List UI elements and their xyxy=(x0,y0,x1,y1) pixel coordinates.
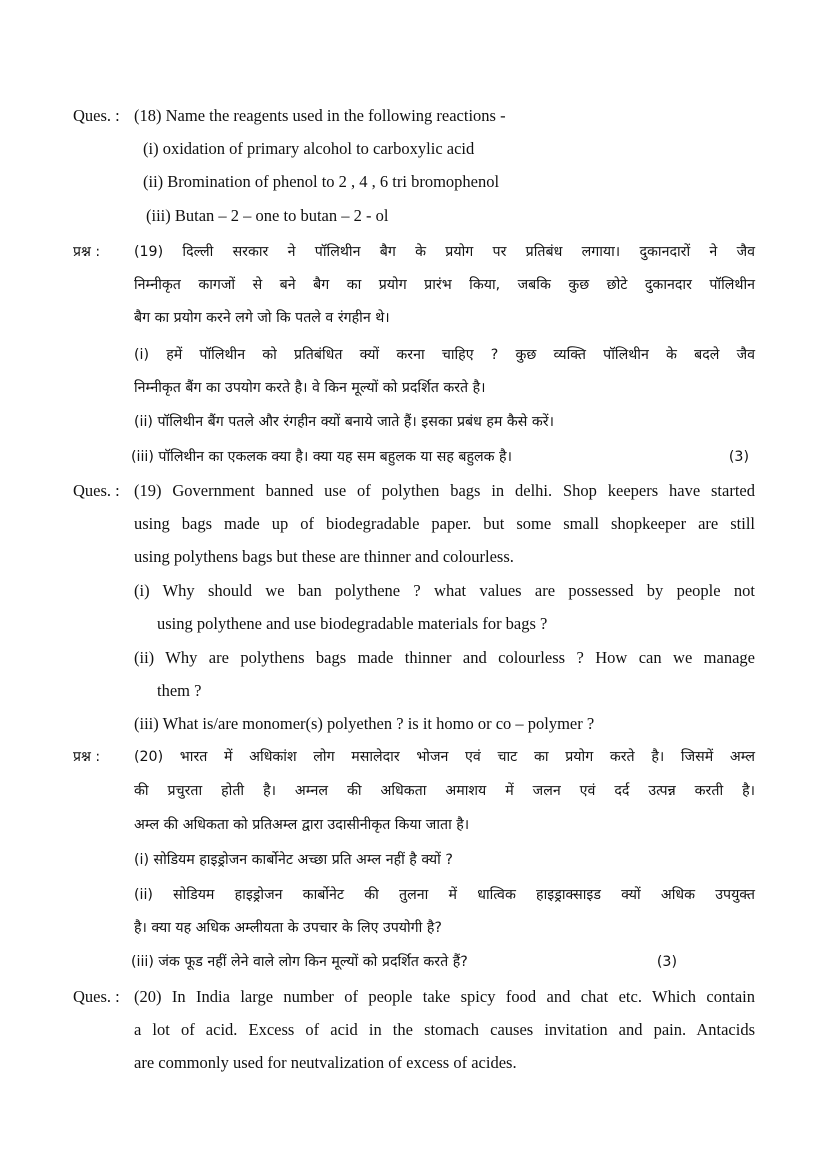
question-stem-line: (19) दिल्ली सरकार ने पॉलिथीन बैग के प्रयोग पर प्रतिबंध लगाया। दुकानदारों ने जैव xyxy=(134,244,755,260)
question-stem-line: (20) भारत में अधिकांश लोग मसालेदार भोजन एवं चाट का प्रयोग करते है। जिसमें अम्ल xyxy=(134,749,755,765)
question-stem-line: using bags made up of biodegradable paper. but some small shopkeeper are still xyxy=(134,514,755,533)
question-stem: (18) Name the reagents used in the following reactions - xyxy=(134,106,506,125)
sub-question-iii: (iii) Butan – 2 – one to butan – 2 - ol xyxy=(146,206,389,225)
question-stem-line: अम्ल की अधिकता को प्रतिअम्ल द्वारा उदासीनीकृत किया जाता है। xyxy=(134,817,470,833)
question-stem-line: की प्रचुरता होती है। अम्नल की अधिकता अमाशय में जलन एवं दर्द उत्पन्न करती है। xyxy=(134,783,755,799)
sub-question-iii: (iii) पॉलिथीन का एकलक क्या है। क्या यह सम बहुलक या सह बहुलक है। xyxy=(131,449,512,465)
question-label: प्रश्न : xyxy=(73,749,101,765)
question-label: Ques. : xyxy=(73,481,120,500)
question-20-hindi xyxy=(0,741,827,981)
question-label: प्रश्न : xyxy=(73,244,101,260)
question-18-english xyxy=(0,99,827,231)
question-19-hindi xyxy=(0,236,827,476)
question-stem-line: (20) In India large number of people take spicy food and chat etc. Which contain xyxy=(134,987,755,1006)
question-stem-line: using polythens bags but these are thinner and colourless. xyxy=(134,547,514,566)
sub-question-ii: (ii) पॉलिथीन बैंग पतले और रंगहीन क्यों बनाये जाते हैं। इसका प्रबंध हम कैसे करें। xyxy=(134,414,554,430)
question-stem-line: बैग का प्रयोग करने लगे जो कि पतले व रंगहीन थे। xyxy=(134,310,390,326)
question-stem-line: निम्नीकृत कागजों से बने बैग का प्रयोग प्रारंभ किया, जबकि कुछ छोटे दुकानदार पॉलिथीन xyxy=(134,277,755,293)
sub-question-i: (i) oxidation of primary alcohol to carboxylic acid xyxy=(143,139,475,158)
sub-question-i: (i) सोडियम हाइड्रोजन कार्बोनेट अच्छा प्रति अम्ल नहीं है क्यों ? xyxy=(134,852,453,868)
sub-question-ii: (ii) Bromination of phenol to 2 , 4 , 6 tri bromophenol xyxy=(143,172,500,191)
question-stem-line: are commonly used for neutvalization of excess of acides. xyxy=(134,1053,517,1072)
marks: (3) xyxy=(656,954,677,970)
question-stem-line: (19) Government banned use of polythen bags in delhi. Shop keepers have started xyxy=(134,481,755,500)
sub-question-ii-cont: है। क्या यह अधिक अम्लीयता के उपचार के लिए उपयोगी है? xyxy=(134,920,442,936)
marks: (3) xyxy=(728,449,749,465)
sub-question-i: (i) Why should we ban polythene ? what values are possessed by people not xyxy=(134,581,755,600)
sub-question-iii: (iii) जंक फूड नहीं लेने वाले लोग किन मूल्यों को प्रदर्शित करते हैं? xyxy=(131,954,468,970)
sub-question-i: (i) हमें पॉलिथीन को प्रतिबंधित क्यों करना चाहिए ? कुछ व्यक्ति पॉलिथीन के बदले जैव xyxy=(134,347,755,363)
question-stem-line: a lot of acid. Excess of acid in the stomach causes invitation and pain. Antacids xyxy=(134,1020,755,1039)
question-19-english xyxy=(0,474,827,740)
sub-question-ii: (ii) सोडियम हाइड्रोजन कार्बोनेट की तुलना में धात्विक हाइड्राक्साइड क्यों अधिक उपयुक्त xyxy=(134,887,755,903)
question-label: Ques. : xyxy=(73,987,120,1006)
question-label: Ques. : xyxy=(73,106,120,125)
sub-question-i-cont: निम्नीकृत बैंग का उपयोग करते है। वे किन मूल्यों को प्रदर्शित करते है। xyxy=(134,380,486,396)
sub-question-ii-cont: them ? xyxy=(157,681,202,700)
sub-question-i-cont: using polythene and use biodegradable materials for bags ? xyxy=(157,614,548,633)
sub-question-ii: (ii) Why are polythens bags made thinner and colourless ? How can we manage xyxy=(134,648,755,667)
question-20-english xyxy=(0,980,827,1080)
sub-question-iii: (iii) What is/are monomer(s) polyethen ? is it homo or co – polymer ? xyxy=(134,714,595,733)
